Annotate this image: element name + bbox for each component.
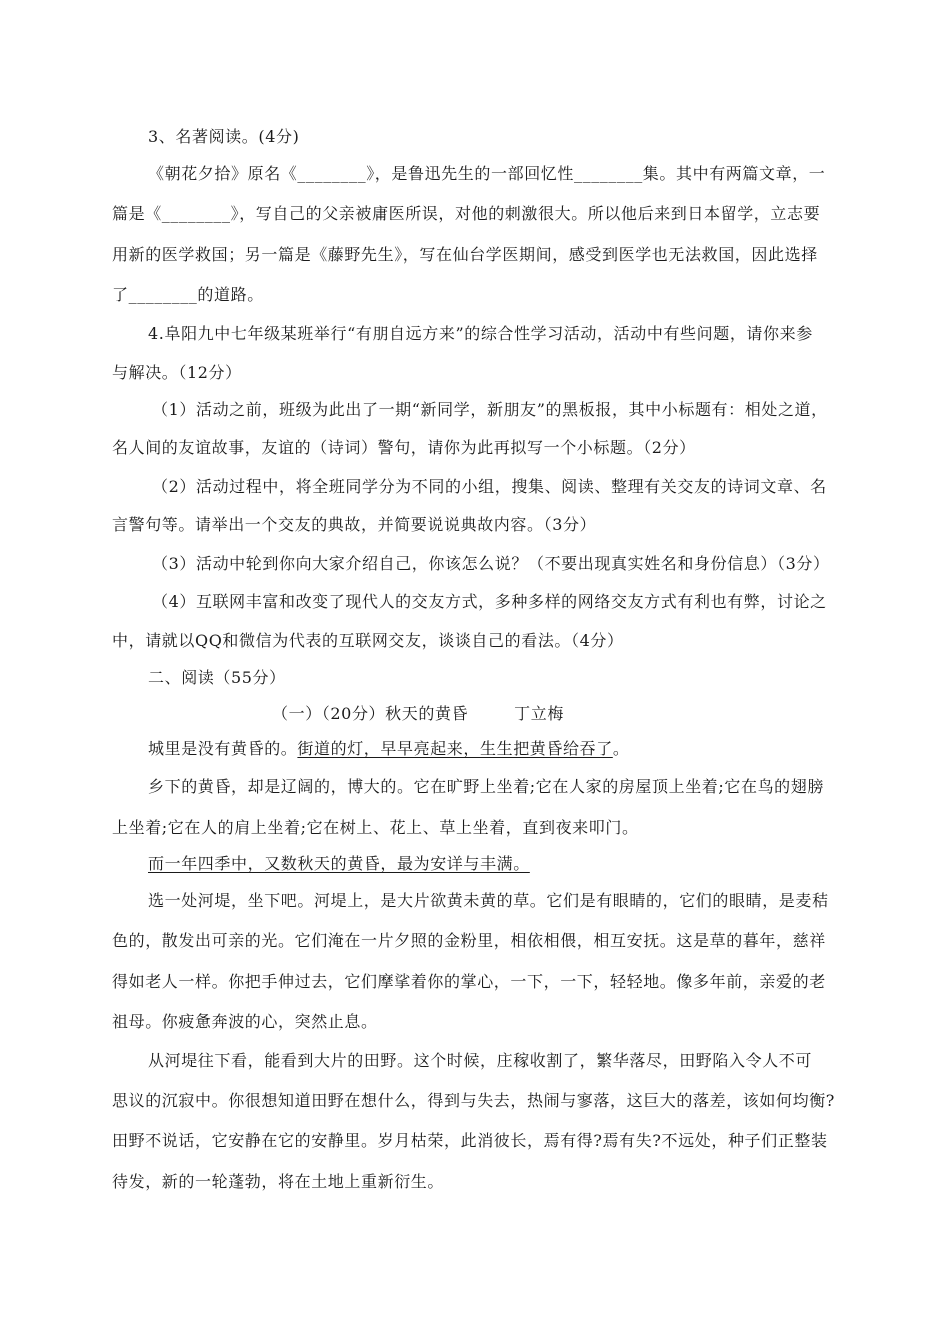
- p1-end-text: 。: [612, 739, 630, 758]
- p5-line-4: 待发，新的一轮蓬勃，将在土地上重新衍生。: [112, 1172, 445, 1191]
- q4-line-2: 与解决。（12分）: [112, 363, 242, 382]
- q4-part4-line-1: （4）互联网丰富和改变了现代人的交友方式，多种多样的网络交友方式有利也有弊，讨论之: [152, 592, 827, 611]
- p5-line-3: 田野不说话，它安静在它的安静里。岁月枯荣，此消彼长，焉有得?焉有失?不远处，种子们正整装: [112, 1131, 828, 1150]
- p4-line-3: 得如老人一样。你把手伸过去，它们摩挲着你的掌心，一下，一下，轻轻地。像多年前，亲爱的老: [112, 972, 826, 991]
- p1-plain-text: 城里是没有黄昏的。: [148, 739, 298, 758]
- p4-line-2: 色的，散发出可亲的光。它们淹在一片夕照的金粉里，相依相偎，相互安抚。这是草的暮年，慈祥: [112, 931, 826, 950]
- q4-part2-line-2: 言警句等。请举出一个交友的典故，并简要说说典故内容。（3分）: [112, 515, 597, 534]
- q4-part1-line-1: （1）活动之前，班级为此出了一期“新同学，新朋友”的黑板报，其中小标题有：相处之道，: [152, 400, 828, 419]
- section-heading: 二、阅读（55分）: [148, 668, 286, 687]
- q3-line-4: 了________的道路。: [112, 285, 264, 304]
- p2-line-1: 乡下的黄昏，却是辽阔的，博大的。它在旷野上坐着;它在人家的房屋顶上坐着;它在鸟的翅膀: [148, 777, 824, 796]
- p4-line-4: 祖母。你疲惫奔波的心，突然止息。: [112, 1012, 378, 1031]
- q3-heading: 3、名著阅读。(4分): [148, 127, 300, 146]
- passage-paragraph-3: [148, 853, 848, 875]
- q4-part4-line-2: 中，请就以QQ和微信为代表的互联网交友，谈谈自己的看法。（4分）: [112, 631, 624, 650]
- p5-line-1: 从河堤往下看，能看到大片的田野。这个时候，庄稼收割了，繁华落尽，田野陷入令人不可: [148, 1051, 813, 1070]
- p1-underlined-text: 街道的灯，早早亮起来，生生把黄昏给吞了: [297, 739, 613, 758]
- q3-line-3: 用新的医学救国；另一篇是《藤野先生》，写在仙台学医期间，感受到医学也无法救国，因此选择: [112, 245, 818, 264]
- passage-author: 丁立梅: [514, 704, 564, 723]
- q4-part3: （3）活动中轮到你向大家介绍自己，你该怎么说？（不要出现真实姓名和身份信息）（3分）: [152, 554, 830, 573]
- p2-line-2: 上坐着;它在人的肩上坐着;它在树上、花上、草上坐着，直到夜来叩门。: [112, 818, 639, 837]
- passage-paragraph-1: [148, 738, 848, 760]
- p3-underlined-text: 而一年四季中，又数秋天的黄昏，最为安详与丰满。: [148, 854, 530, 873]
- p4-line-1: 选一处河堤，坐下吧。河堤上，是大片欲黄未黄的草。它们是有眼睛的，它们的眼睛，是麦秸: [148, 891, 829, 910]
- passage-title: （一）（20分）秋天的黄昏: [272, 704, 469, 723]
- q3-line-1: 《朝花夕拾》原名《________》，是鲁迅先生的一部回忆性________集。其中有两篇文章，一: [148, 164, 826, 183]
- q4-part2-line-1: （2）活动过程中，将全班同学分为不同的小组，搜集、阅读、整理有关交友的诗词文章、名: [152, 477, 827, 496]
- q3-line-2: 篇是《________》，写自己的父亲被庸医所误，对他的刺激很大。所以他后来到日本留学，立志要: [112, 204, 821, 223]
- passage-title-line: [272, 703, 950, 725]
- p5-line-2: 思议的沉寂中。你很想知道田野在想什么，得到与失去，热闹与寥落，这巨大的落差，该如何均衡?: [112, 1091, 835, 1110]
- q4-part1-line-2: 名人间的友谊故事，友谊的（诗词）警句，请你为此再拟写一个小标题。（2分）: [112, 438, 696, 457]
- q4-line-1: 4.阜阳九中七年级某班举行“有朋自远方来”的综合性学习活动，活动中有些问题，请你来参: [148, 324, 813, 343]
